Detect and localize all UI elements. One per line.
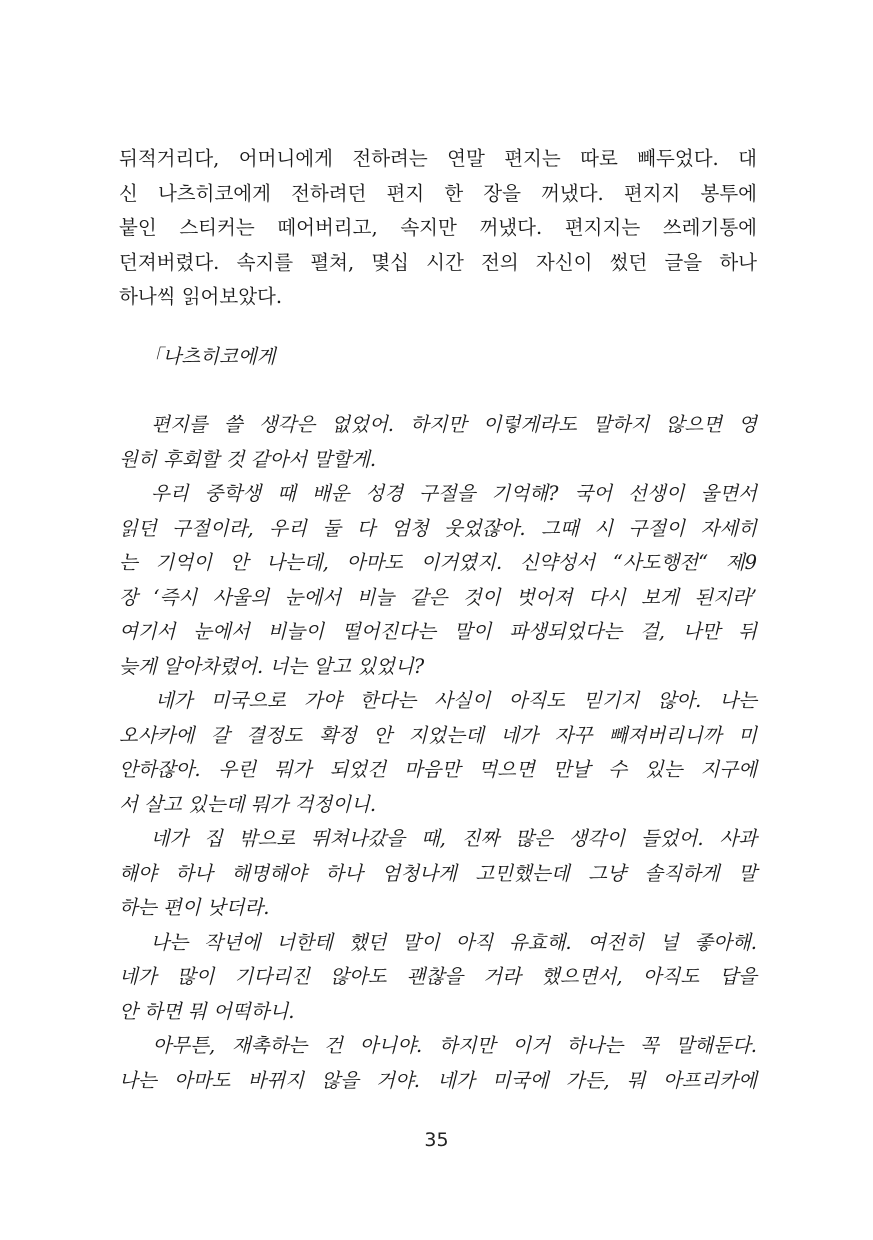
page-number: 35 [424, 1129, 449, 1151]
letter-line: 네가 많이 기다리진 않아도 괜찮을 거라 했으면서, 아직도 답을 [119, 965, 757, 988]
narrative-line: 뒤적거리다, 어머니에게 전하려는 연말 편지는 따로 빼두었다. 대 [119, 147, 757, 170]
narrative-line: 던져버렸다. 속지를 펼쳐, 몇십 시간 전의 자신이 썼던 글을 하나 [119, 250, 757, 274]
letter-line: 오사카에 갈 결정도 확정 안 지었는데 네가 자꾸 빼져버리니까 미 [119, 723, 757, 747]
letter-line: 네가 미국으로 가야 한다는 사실이 아직도 믿기지 않아. 나는 [119, 689, 757, 712]
letter-line: 하는 편이 낫더라. [119, 896, 270, 919]
letter-line: 여기서 눈에서 비늘이 떨어진다는 말이 파생되었다는 걸, 나만 뒤 [119, 620, 757, 643]
letter-line: 읽던 구절이라, 우리 둘 다 엄청 웃었잖아. 그때 시 구절이 자세히 [119, 516, 757, 540]
letter-salutation: 「나츠히코에게 [143, 345, 276, 368]
letter-line: 편지를 쓸 생각은 없었어. 하지만 이렇게라도 말하지 않으면 영 [119, 413, 757, 436]
narrative-line: 붙인 스티커는 떼어버리고, 속지만 꺼냈다. 편지지는 쓰레기통에 [119, 216, 757, 239]
letter-body [119, 408, 757, 1098]
narrative-paragraph [119, 142, 757, 315]
letter-line: 안하잖아. 우린 뭐가 되었건 마음만 먹으면 만날 수 있는 지구에 [119, 758, 757, 781]
letter-line: 나는 작년에 너한테 했던 말이 아직 유효해. 여전히 널 좋아해. [119, 930, 757, 954]
letter-line: 는 기억이 안 나는데, 아마도 이거였지. 신약성서 “사도행전“ 제9 [119, 551, 757, 574]
letter-line: 늦게 알아차렸어. 너는 알고 있었니? [119, 654, 425, 678]
letter-line: 우리 중학생 때 배운 성경 구절을 기억해? 국어 선생이 울면서 [119, 482, 757, 505]
letter-line: 원히 후회할 것 같아서 말할게. [119, 447, 377, 471]
letter-line: 아무튼, 재촉하는 건 아니야. 하지만 이거 하나는 꼭 말해둔다. [119, 1034, 757, 1057]
narrative-line: 신 나츠히코에게 전하려던 편지 한 장을 꺼냈다. 편지지 봉투에 [119, 181, 757, 205]
letter-line: 나는 아마도 바뀌지 않을 거야. 네가 미국에 가든, 뭐 아프리카에 [119, 1068, 757, 1092]
letter-line: 해야 하나 해명해야 하나 엄청나게 고민했는데 그냥 솔직하게 말 [119, 861, 757, 885]
letter-line: 장 ‘즉시 사울의 눈에서 비늘 같은 것이 벗어져 다시 보게 된지라’ [119, 585, 757, 609]
letter-line: 네가 집 밖으로 뛰쳐나갔을 때, 진짜 많은 생각이 들었어. 사과 [119, 827, 757, 850]
letter-line: 서 살고 있는데 뭐가 걱정이니. [119, 792, 377, 816]
letter-line: 안 하면 뭐 어떡하니. [119, 999, 295, 1023]
narrative-line: 하나씩 읽어보았다. [119, 285, 283, 308]
